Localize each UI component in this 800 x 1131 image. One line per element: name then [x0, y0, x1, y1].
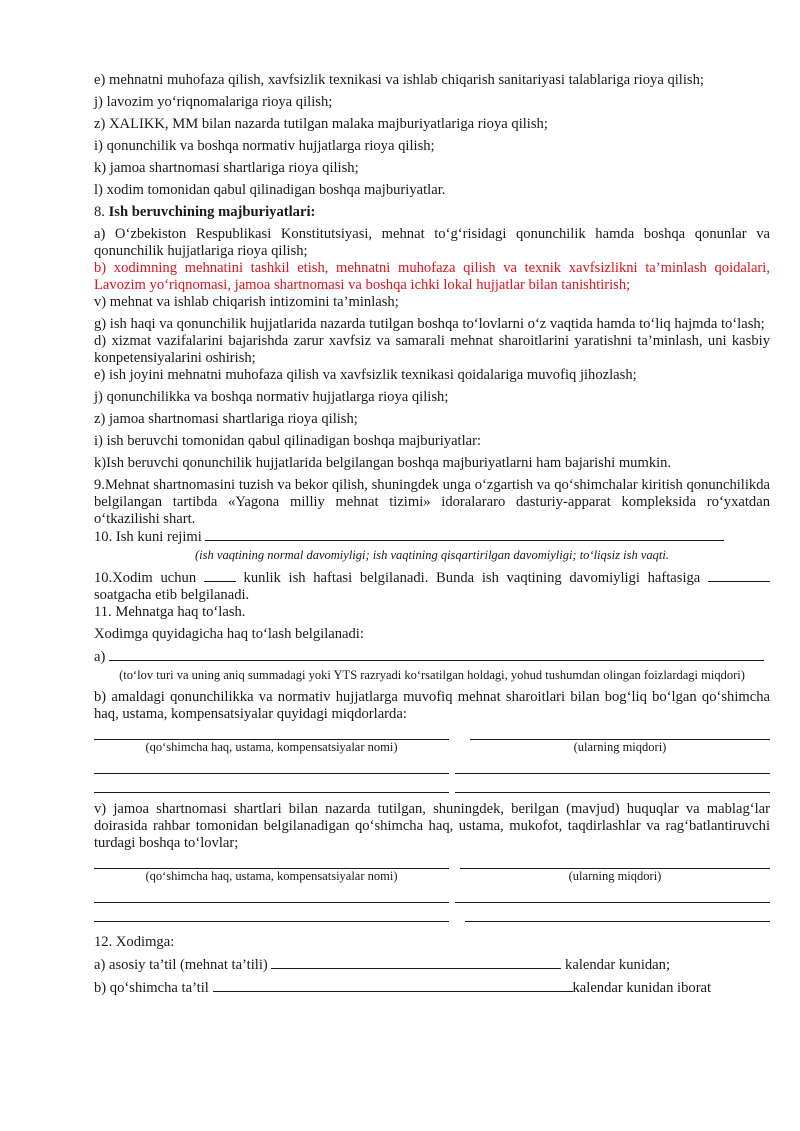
- allowance-name-blank[interactable]: [94, 727, 449, 740]
- employer-clause-b: b) xodimning mehnatini tashkil etish, mehnatni muhofaza qilish va texnik xavfsizlikni ta’minlash qoidalari, Lavozim yo‘riqnomasi, jamoa shartnomasi va boshqa ichki lokal hujjatlar bilan tanishtirish;: [94, 260, 770, 293]
- bonus-amount-blank-3[interactable]: [465, 909, 770, 922]
- clause-k: k) jamoa shartnomasi shartlariga rioya qilish;: [94, 160, 359, 176]
- additional-leave-line: b) qo‘shimcha ta’til kalendar kunidan iborat: [94, 980, 712, 996]
- annual-leave-line: a) asosiy ta’til (mehnat ta’tili) kalendar kunidan;: [94, 957, 671, 973]
- payment-b-table-row3: [94, 780, 770, 793]
- work-day-regime-label: 10. Ish kuni rejimi: [94, 529, 202, 545]
- section-12-title: 12. Xodimga:: [94, 934, 175, 950]
- allowance-amount-blank-3[interactable]: [455, 780, 770, 793]
- allowance-amount-label: (ularning miqdori): [573, 740, 667, 754]
- section-8-heading: [94, 204, 770, 221]
- additional-leave-days-blank[interactable]: [213, 979, 573, 992]
- employer-clause-z: z) jamoa shartnomasi shartlariga rioya qilish;: [94, 411, 358, 427]
- bonus-name-blank-2[interactable]: [94, 890, 449, 903]
- bonus-amount-blank-2[interactable]: [455, 890, 770, 903]
- bonus-name-blank-3[interactable]: [94, 909, 449, 922]
- section-11-title: 11. Mehnatga haq to‘lash.: [94, 604, 246, 620]
- clause-j: j) lavozim yo‘riqnomalariga rioya qilish;: [94, 94, 333, 110]
- employer-clause-v: v) mehnat va ishlab chiqarish intizomini ta’minlash;: [94, 294, 399, 310]
- employer-clause-j: j) qonunchilikka va boshqa normativ hujjatlarga rioya qilish;: [94, 389, 449, 405]
- employer-clause-i: i) ish beruvchi tomonidan qabul qilinadigan boshqa majburiyatlar:: [94, 433, 482, 449]
- payment-v-table-row3: [94, 909, 770, 922]
- payment-b-table-labels: [94, 740, 770, 755]
- clause-e: e) mehnatni muhofaza qilish, xavfsizlik texnikasi va ishlab chiqarish sanitariyasi talablariga rioya qilish;: [94, 72, 704, 88]
- payment-a-blank[interactable]: [109, 648, 764, 661]
- payment-b-table-row1: [94, 727, 770, 740]
- work-week-days-blank[interactable]: [204, 569, 236, 582]
- work-week-paragraph: 10.Xodim uchun kunlik ish haftasi belgilanadi. Bunda ish vaqtining davomiyligi haftasiga soatgacha etib belgilanadi.: [94, 569, 770, 604]
- allowance-name-blank-3[interactable]: [94, 780, 449, 793]
- employer-clause-g: g) ish haqi va qonunchilik hujjatlarida nazarda tutilgan boshqa to‘lovlarni o‘z vaqtida hamda to‘liq hajmda to‘lash;: [94, 316, 765, 332]
- bonus-name-label: (qo‘shimcha haq, ustama, kompensatsiyalar nomi): [145, 869, 398, 883]
- employer-clause-a: a) O‘zbekiston Respublikasi Konstitutsiyasi, mehnat to‘g‘risidagi qonunchilik hamda boshqa qonunlar va qonunchilik hujjatlariga rioya qilish;: [94, 226, 770, 259]
- allowance-amount-blank-2[interactable]: [455, 761, 770, 774]
- clause-l: l) xodim tomonidan qabul qilinadigan boshqa majburiyatlar.: [94, 182, 446, 198]
- work-day-regime-blank[interactable]: [205, 528, 724, 541]
- employer-clause-d: d) xizmat vazifalarini bajarishda zarur xavfsiz va samarali mehnat sharoitlarini yaratishni ta’minlash, uni kasbiy konpetensiyalarini oshirish;: [94, 333, 770, 366]
- payment-v-table-labels: [94, 869, 770, 884]
- section-9-text: 9.Mehnat shartnomasini tuzish va bekor qilish, shuningdek unga o‘zgartish va qo‘shimchalar kiritish qonunchilikda belgilangan tartibda «Yagona milliy mehnat tizimi» idoralararo dasturiy-apparat kompleksida ro‘yxatdan o‘tkazilishi shart.: [94, 477, 770, 527]
- payment-a-note: (to‘lov turi va uning aniq summadagi yoki YTS razryadi ko‘rsatilgan holdagi, yohud tushumdan olingan foizlardagi miqdori): [119, 668, 745, 682]
- employer-clause-k: k)Ish beruvchi qonunchilik hujjatlarida belgilangan boshqa majburiyatlarni ham bajarishi mumkin.: [94, 455, 672, 471]
- allowance-name-blank-2[interactable]: [94, 761, 449, 774]
- document-page: [94, 72, 770, 1002]
- bonus-name-blank[interactable]: [94, 856, 449, 869]
- payment-b-text: b) amaldagi qonunchilikka va normativ hujjatlarga muvofiq mehnat sharoitlari bilan bog‘liq bo‘lgan qo‘shimcha haq, ustama, kompensatsiyalar quyidagi miqdorlarda:: [94, 689, 770, 722]
- section-8-title: Ish beruvchining majburiyatlari:: [108, 204, 316, 220]
- payment-v-text: v) jamoa shartnomasi shartlari bilan nazarda tutilgan, shuningdek, berilgan (mavjud) huquqlar va mablag‘lar doirasida rahbar tomonidan belgilanadigan qo‘shimcha haq, ustama, mukofot, taqdirlashlar va rag‘batlantiruvchi turdagi boshqa to‘lovlar;: [94, 801, 770, 851]
- clause-i: i) qonunchilik va boshqa normativ hujjatlarga rioya qilish;: [94, 138, 435, 154]
- bonus-amount-blank[interactable]: [460, 856, 770, 869]
- payment-a-line: a): [94, 648, 770, 666]
- payment-v-table-row1: [94, 856, 770, 869]
- work-day-regime-note: (ish vaqtining normal davomiyligi; ish vaqtining qisqartirilgan davomiyligi; to‘liqsiz ish vaqti.: [195, 548, 669, 562]
- allowance-name-label: (qo‘shimcha haq, ustama, kompensatsiyalar nomi): [145, 740, 398, 754]
- payment-v-table-row2: [94, 890, 770, 903]
- employer-clause-e: e) ish joyini mehnatni muhofaza qilish va xavfsizlik texnikasi qoidalariga muvofiq jihozlash;: [94, 367, 637, 383]
- weekly-hours-blank[interactable]: [708, 569, 770, 582]
- section-11-intro: Xodimga quyidagicha haq to‘lash belgilanadi:: [94, 626, 364, 642]
- annual-leave-days-blank[interactable]: [271, 956, 561, 969]
- clause-z: z) XALIKK, MM bilan nazarda tutilgan malaka majburiyatlariga rioya qilish;: [94, 116, 548, 132]
- bonus-amount-label: (ularning miqdori): [568, 869, 662, 883]
- section-8-number: 8.: [94, 204, 105, 220]
- allowance-amount-blank[interactable]: [470, 727, 770, 740]
- work-day-regime: [94, 528, 770, 546]
- payment-b-table-row2: [94, 761, 770, 774]
